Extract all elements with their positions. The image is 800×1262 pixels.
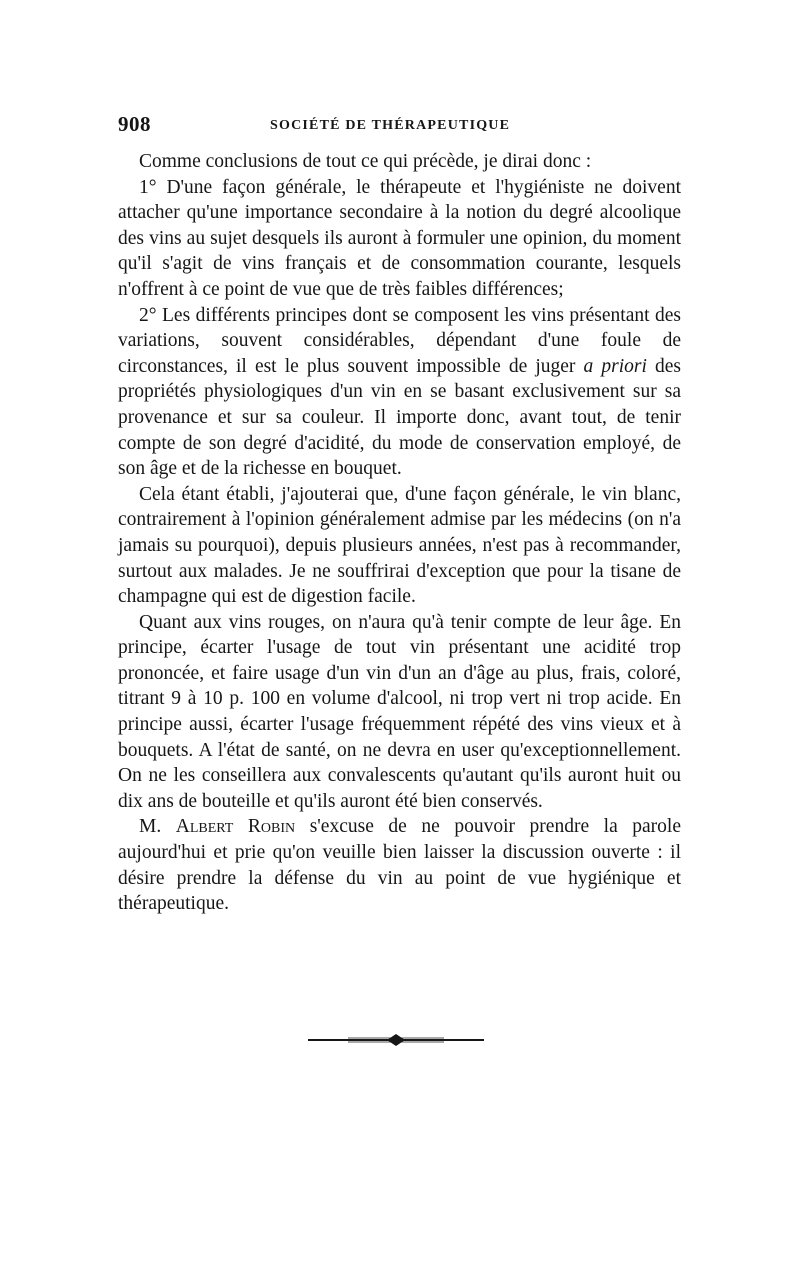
paragraph-point-two bbox=[118, 303, 681, 482]
paragraph-robin-prefix: M. bbox=[139, 816, 176, 838]
diamond-rule-ornament-icon bbox=[308, 1033, 484, 1047]
paragraph-point-one: 1° D'une façon générale, le thérapeute et l'hygiéniste ne doivent attacher qu'une importance secondaire à la notion du degré alcoolique des vins au sujet desquels ils auront à formuler une opinion, du moment qu'il s'agit de vins français et de consommation courante, lesquels n'offrent à ce point de vue que de très faibles différences; bbox=[118, 176, 681, 300]
running-head bbox=[118, 112, 684, 142]
paragraph-point-two-text-a: 2° Les différents principes dont se composent les vins présentant des variations, souvent considérables, dépendant d'une foule de circonstances, il est le plus souvent impossible de juger bbox=[118, 304, 681, 377]
italic-a-priori: a priori bbox=[583, 355, 647, 377]
page-number: 908 bbox=[118, 112, 151, 136]
running-title: SOCIÉTÉ DE THÉRAPEUTIQUE bbox=[270, 118, 511, 133]
speaker-name: Albert Robin bbox=[175, 816, 296, 838]
paragraph-red-wine: Quant aux vins rouges, on n'aura qu'à tenir compte de leur âge. En principe, écarter l'usage de tout vin présentant une acidité trop prononcée, et faire usage d'un vin d'un an d'âge au plus, frais, coloré, titrant 9 à 10 p. 100 en volume d'alcool, ni trop vert ni trop acide. En principe aussi, écarter l'usage fréquemment répété des vins vieux et à bouquets. A l'état de santé, on ne devra en user qu'exceptionnellement. On ne les conseillera aux convalescents qu'autant qu'ils auront huit ou dix ans de bouteille et qu'ils auront été bien conservés. bbox=[118, 611, 681, 812]
paragraph-conclusions-intro: Comme conclusions de tout ce qui précède, je dirai donc : bbox=[139, 151, 592, 172]
paragraph-albert-robin bbox=[118, 814, 681, 916]
paragraph-robin-text: s'excuse de ne pouvoir prendre la parole aujourd'hui et prie qu'on veuille bien laisser la discussion ouverte : il désire prendre la défense du vin au point de vue hygiénique et thérapeutique. bbox=[118, 816, 681, 915]
body-text bbox=[118, 149, 681, 917]
paragraph-point-two-text-b: des propriétés physiologiques d'un vin en se basant exclusivement sur sa provenance et sur sa couleur. Il importe donc, avant tout, de tenir compte de son degré d'acidité, du mode de conservation employé, de son âge et de la richesse en bouquet. bbox=[118, 355, 682, 480]
paragraph-white-wine: Cela étant établi, j'ajouterai que, d'une façon générale, le vin blanc, contrairement à l'opinion généralement admise par les médecins (on n'a jamais su pourquoi), depuis plusieurs années, n'est pas à recommander, surtout aux malades. Je ne souffrirai d'exception que pour la tisane de champagne qui est de digestion facile. bbox=[118, 483, 681, 608]
